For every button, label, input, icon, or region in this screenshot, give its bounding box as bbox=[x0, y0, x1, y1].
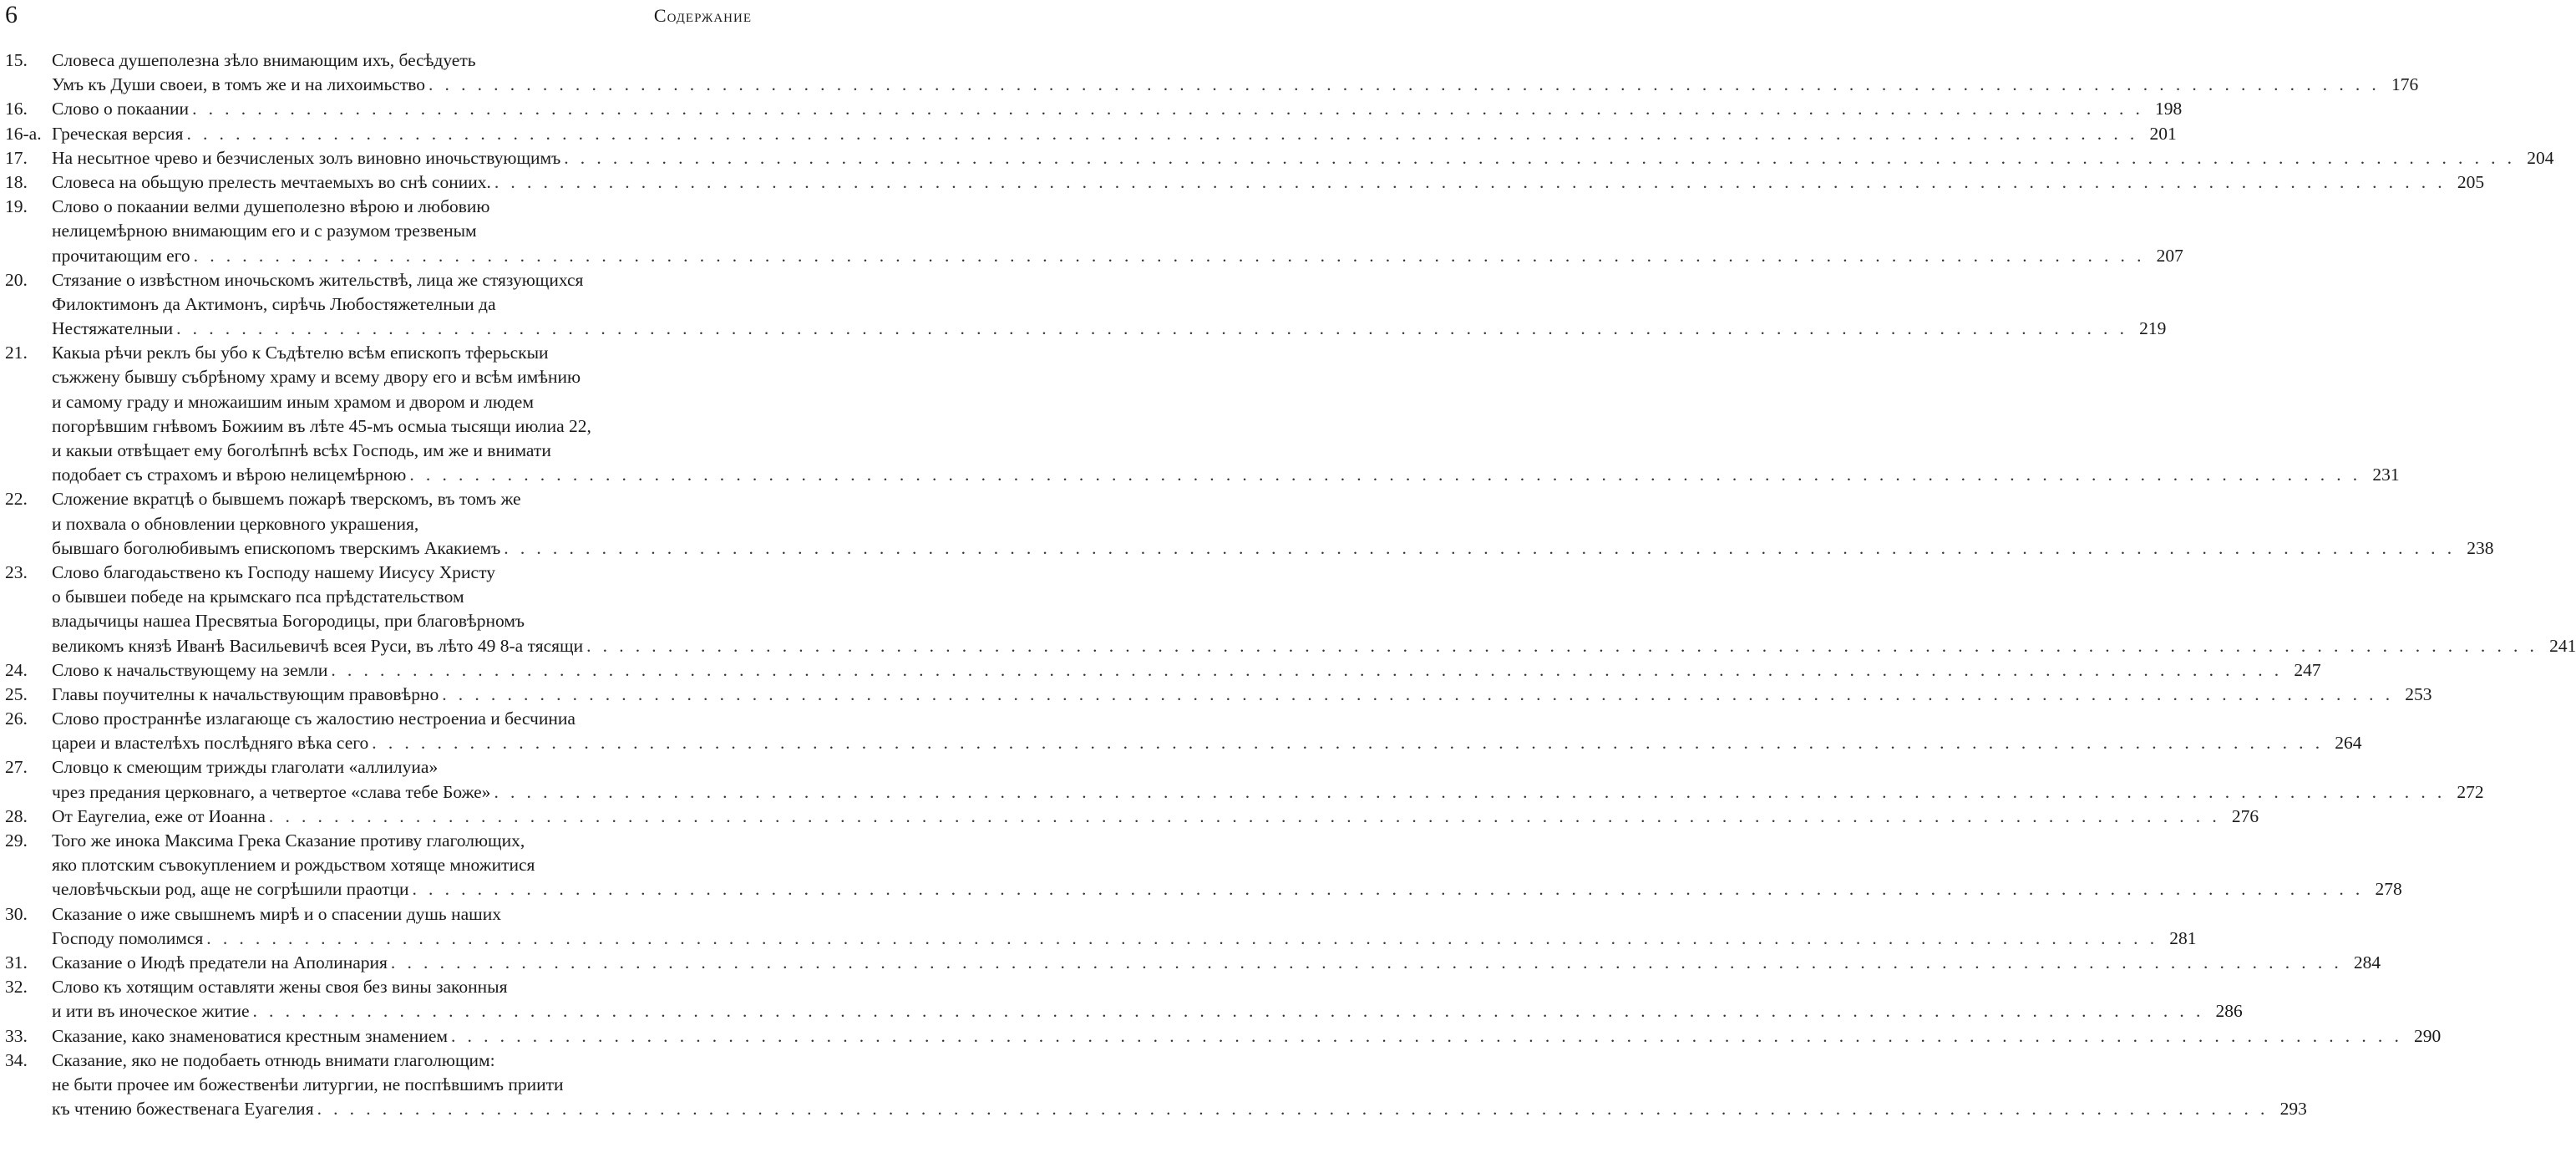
toc-line bbox=[0, 48, 755, 73]
entry-title-line: яко плотским съвокуплением и рождьством хотяще множитися bbox=[52, 855, 535, 876]
dot-leader: . . . . . . . . . . . . . . . . . . . . . . . . . . . . . . . . . . . . . . . . . . . . . . . . . . . . . . . . . . . . . . . . . . . . . . . . . . . . . . . . . . . . . . . . . . . . . . . . . . . . . . . . . . . . . . . . . . . . . . . . bbox=[428, 74, 2381, 95]
entry-number: 16-а. bbox=[5, 123, 42, 144]
toc-entry bbox=[0, 1049, 2307, 1122]
entry-title-line: На несытное чрево и безчисленых золъ виновно иночьствующимъ bbox=[52, 147, 561, 168]
entry-number: 16. bbox=[5, 99, 28, 119]
toc-line bbox=[0, 341, 755, 365]
dot-leader: . . . . . . . . . . . . . . . . . . . . . . . . . . . . . . . . . . . . . . . . . . . . . . . . . . . . . . . . . . . . . . . . . . . . . . . . . . . . . . . . . . . . . . . . . . . . . . . . . . . . . . . . . . . . . . . . . . . . . . . . bbox=[372, 733, 2324, 754]
entry-page-number: 207 bbox=[2156, 245, 2183, 266]
entry-title-line: и какыи отвѣщает ему боголѣпнѣ всѣх Господь, им же и внимати bbox=[52, 440, 551, 460]
entry-title-line: Сказание о иже свышнемъ мирѣ и о спасении душь наших bbox=[52, 903, 501, 924]
dot-leader: . . . . . . . . . . . . . . . . . . . . . . . . . . . . . . . . . . . . . . . . . . . . . . . . . . . . . . . . . . . . . . . . . . . . . . . . . . . . . . . . . . . . . . . . . . . . . . . . . . . . . . . . . . . . . . . . . . . . . . . . bbox=[268, 805, 2221, 826]
toc-line bbox=[0, 292, 755, 317]
toc-line bbox=[0, 1073, 755, 1097]
entry-number: 34. bbox=[5, 1049, 28, 1070]
entry-number: 23. bbox=[5, 561, 28, 582]
toc-line bbox=[0, 73, 2419, 97]
entry-title-line: Нестяжателныи bbox=[52, 318, 174, 339]
entry-title-line: Слово благодаьствено къ Господу нашему Иисусу Христу bbox=[52, 561, 495, 582]
entry-number: 19. bbox=[5, 196, 28, 217]
entry-title-line: Сказание, яко не подобаеть отнюдь внимати глаголющим: bbox=[52, 1049, 495, 1070]
toc-line bbox=[0, 195, 755, 219]
entry-page-number: 176 bbox=[2391, 74, 2419, 95]
toc-line bbox=[0, 877, 2402, 901]
entry-title-line: Главы поучителны к начальствующим правовѣрно bbox=[52, 683, 439, 704]
toc-entry bbox=[0, 561, 2576, 658]
toc-entry bbox=[0, 707, 2362, 755]
toc-line bbox=[0, 439, 755, 463]
entry-page-number: 201 bbox=[2149, 123, 2177, 144]
dot-leader: . . . . . . . . . . . . . . . . . . . . . . . . . . . . . . . . . . . . . . . . . . . . . . . . . . . . . . . . . . . . . . . . . . . . . . . . . . . . . . . . . . . . . . . . . . . . . . . . . . . . . . . . . . . . . . . . . . . . . . . . bbox=[192, 99, 2144, 119]
dot-leader: . . . . . . . . . . . . . . . . . . . . . . . . . . . . . . . . . . . . . . . . . . . . . . . . . . . . . . . . . . . . . . . . . . . . . . . . . . . . . . . . . . . . . . . . . . . . . . . . . . . . . . . . . . . . . . . . . . . . . . . . bbox=[412, 879, 2364, 900]
toc-line bbox=[0, 365, 755, 389]
toc-line bbox=[0, 536, 2494, 561]
entry-title-line: и ити въ иноческое житие bbox=[52, 1001, 250, 1022]
toc-line bbox=[0, 927, 2197, 951]
toc-line bbox=[0, 658, 2321, 683]
entry-number: 33. bbox=[5, 1025, 28, 1046]
entry-title-line: цареи и властелѣхъ послѣдняго вѣка сего bbox=[52, 733, 369, 754]
toc-line bbox=[0, 268, 755, 292]
toc-entry bbox=[0, 122, 2177, 146]
toc-entry bbox=[0, 195, 2183, 268]
toc-line bbox=[0, 780, 2484, 805]
toc-line bbox=[0, 146, 2554, 170]
toc-line bbox=[0, 1024, 2442, 1049]
toc-entry bbox=[0, 658, 2321, 683]
entry-number: 21. bbox=[5, 343, 28, 363]
toc-entry bbox=[0, 48, 2419, 97]
entry-number: 32. bbox=[5, 977, 28, 998]
toc-line bbox=[0, 829, 755, 853]
entry-page-number: 276 bbox=[2231, 805, 2259, 826]
entry-title-line: Слово къ хотящим оставляти жены своя без вины законныя bbox=[52, 977, 508, 998]
entry-title-line: чрез предания церковнаго, а четвертое «слава тебе Боже» bbox=[52, 781, 491, 802]
entry-title-line: Слово о покаании велми душеполезно вѣрою и любовию bbox=[52, 196, 490, 217]
entry-title-line: владычицы нашеа Пресвятыа Богородицы, при благовѣрномъ bbox=[52, 611, 525, 632]
entry-page-number: 219 bbox=[2139, 318, 2167, 339]
page-number: 6 bbox=[5, 1, 18, 28]
entry-page-number: 241 bbox=[2549, 635, 2576, 656]
toc-line bbox=[0, 902, 755, 927]
entry-title-line: Словеса душеполезна зѣло внимающим ихъ, бесѣдуеть bbox=[52, 50, 476, 70]
toc-line bbox=[0, 999, 2243, 1023]
entry-page-number: 290 bbox=[2413, 1025, 2442, 1046]
toc-line bbox=[0, 512, 755, 536]
entry-page-number: 286 bbox=[2215, 1001, 2243, 1022]
entry-title-line: и похвала о обновлении церковного украшения, bbox=[52, 513, 419, 534]
toc-entry bbox=[0, 268, 2167, 342]
dot-leader: . . . . . . . . . . . . . . . . . . . . . . . . . . . . . . . . . . . . . . . . . . . . . . . . . . . . . . . . . . . . . . . . . . . . . . . . . . . . . . . . . . . . . . . . . . . . . . . . . . . . . . . . . . . . . . . . . . . . . . . . bbox=[193, 245, 2145, 266]
dot-leader: . . . . . . . . . . . . . . . . . . . . . . . . . . . . . . . . . . . . . . . . . . . . . . . . . . . . . . . . . . . . . . . . . . . . . . . . . . . . . . . . . . . . . . . . . . . . . . . . . . . . . . . . . . . . . . . . . . . . . . . . bbox=[331, 659, 2283, 680]
dot-leader: . . . . . . . . . . . . . . . . . . . . . . . . . . . . . . . . . . . . . . . . . . . . . . . . . . . . . . . . . . . . . . . . . . . . . . . . . . . . . . . . . . . . . . . . . . . . . . . . . . . . . . . . . . . . . . . . . . . . . . . . bbox=[564, 147, 2516, 168]
entry-title-line: Греческая версия bbox=[52, 123, 184, 144]
toc-line bbox=[0, 219, 755, 243]
entry-number: 18. bbox=[5, 171, 28, 192]
toc-line bbox=[0, 975, 755, 999]
entry-title-line: Умъ къ Души своеи, в томъ же и на лихоимьство bbox=[52, 74, 425, 95]
entry-page-number: 272 bbox=[2457, 781, 2484, 802]
entry-title-line: Господу помолимся bbox=[52, 927, 204, 948]
entry-number: 24. bbox=[5, 659, 28, 680]
entry-page-number: 284 bbox=[2353, 952, 2381, 973]
dot-leader: . . . . . . . . . . . . . . . . . . . . . . . . . . . . . . . . . . . . . . . . . . . . . . . . . . . . . . . . . . . . . . . . . . . . . . . . . . . . . . . . . . . . . . . . . . . . . . . . . . . . . . . . . . . . . . . . . . . . . . . . bbox=[252, 1001, 2204, 1022]
entry-number: 26. bbox=[5, 708, 28, 729]
entry-number: 29. bbox=[5, 830, 28, 851]
entry-number: 17. bbox=[5, 147, 28, 168]
table-of-contents bbox=[0, 48, 2576, 1121]
toc-line bbox=[0, 634, 2576, 658]
toc-entry bbox=[0, 902, 2197, 951]
toc-line bbox=[0, 805, 2259, 829]
entry-title-line: Слово к начальствующему на земли bbox=[52, 659, 328, 680]
entry-title-line: Филоктимонъ да Актимонъ, сирѣчь Любостяжетелныи да bbox=[52, 293, 496, 314]
entry-page-number: 205 bbox=[2457, 171, 2485, 192]
dot-leader: . . . . . . . . . . . . . . . . . . . . . . . . . . . . . . . . . . . . . . . . . . . . . . . . . . . . . . . . . . . . . . . . . . . . . . . . . . . . . . . . . . . . . . . . . . . . . . . . . . . . . . . . . . . . . . . . . . . . . . . . bbox=[186, 123, 2138, 144]
toc-entry bbox=[0, 975, 2243, 1023]
entry-title-line: погорѣвшим гнѣвомъ Божиим въ лѣте 45-мъ осмыа тысящи июлиа 22, bbox=[52, 415, 591, 436]
dot-leader: . . . . . . . . . . . . . . . . . . . . . . . . . . . . . . . . . . . . . . . . . . . . . . . . . . . . . . . . . . . . . . . . . . . . . . . . . . . . . . . . . . . . . . . . . . . . . . . . . . . . . . . . . . . . . . . . . . . . . . . . bbox=[317, 1099, 2269, 1120]
dot-leader: . . . . . . . . . . . . . . . . . . . . . . . . . . . . . . . . . . . . . . . . . . . . . . . . . . . . . . . . . . . . . . . . . . . . . . . . . . . . . . . . . . . . . . . . . . . . . . . . . . . . . . . . . . . . . . . . . . . . . . . . bbox=[176, 318, 2128, 339]
toc-line bbox=[0, 609, 755, 633]
dot-leader: . . . . . . . . . . . . . . . . . . . . . . . . . . . . . . . . . . . . . . . . . . . . . . . . . . . . . . . . . . . . . . . . . . . . . . . . . . . . . . . . . . . . . . . . . . . . . . . . . . . . . . . . . . . . . . . . . . . . . . . . bbox=[494, 781, 2446, 802]
entry-page-number: 198 bbox=[2155, 99, 2183, 119]
entry-page-number: 253 bbox=[2405, 683, 2432, 704]
entry-page-number: 204 bbox=[2527, 147, 2554, 168]
dot-leader: . . . . . . . . . . . . . . . . . . . . . . . . . . . . . . . . . . . . . . . . . . . . . . . . . . . . . . . . . . . . . . . . . . . . . . . . . . . . . . . . . . . . . . . . . . . . . . . . . . . . . . . . . . . . . . . . . . . . . . . . bbox=[586, 635, 2538, 656]
entry-number: 27. bbox=[5, 757, 28, 778]
toc-line bbox=[0, 122, 2177, 146]
toc-line bbox=[0, 707, 755, 731]
entry-page-number: 281 bbox=[2169, 927, 2197, 948]
toc-line bbox=[0, 487, 755, 511]
entry-title-line: Какыа рѣчи реклъ бы убо к Съдѣтелю всѣм епископъ тферьскыи bbox=[52, 343, 549, 363]
dot-leader: . . . . . . . . . . . . . . . . . . . . . . . . . . . . . . . . . . . . . . . . . . . . . . . . . . . . . . . . . . . . . . . . . . . . . . . . . . . . . . . . . . . . . . . . . . . . . . . . . . . . . . . . . . . . . . . . . . . . . . . . bbox=[206, 927, 2158, 948]
dot-leader: . . . . . . . . . . . . . . . . . . . . . . . . . . . . . . . . . . . . . . . . . . . . . . . . . . . . . . . . . . . . . . . . . . . . . . . . . . . . . . . . . . . . . . . . . . . . . . . . . . . . . . . . . . . . . . . . . . . . . . . . bbox=[504, 537, 2456, 558]
entry-number: 28. bbox=[5, 805, 28, 826]
dot-leader: . . . . . . . . . . . . . . . . . . . . . . . . . . . . . . . . . . . . . . . . . . . . . . . . . . . . . . . . . . . . . . . . . . . . . . . . . . . . . . . . . . . . . . . . . . . . . . . . . . . . . . . . . . . . . . . . . . . . . . . . bbox=[494, 171, 2447, 192]
entry-title-line: нелицемѣрною внимающим его и с разумом трезвеным bbox=[52, 221, 477, 241]
toc-line bbox=[0, 317, 2167, 341]
running-title: Содержание bbox=[653, 5, 752, 26]
toc-line bbox=[0, 561, 755, 585]
toc-line bbox=[0, 244, 2183, 268]
toc-line bbox=[0, 170, 2485, 195]
dot-leader: . . . . . . . . . . . . . . . . . . . . . . . . . . . . . . . . . . . . . . . . . . . . . . . . . . . . . . . . . . . . . . . . . . . . . . . . . . . . . . . . . . . . . . . . . . . . . . . . . . . . . . . . . . . . . . . . . . . . . . . . bbox=[451, 1025, 2403, 1046]
entry-title-line: съжжену бывшу събрѣному храму и всему двору его и всѣм имѣнию bbox=[52, 367, 581, 388]
toc-entry bbox=[0, 146, 2554, 170]
toc-line bbox=[0, 853, 755, 877]
toc-line bbox=[0, 414, 755, 439]
entry-title-line: къ чтению божественага Еуагелия bbox=[52, 1099, 314, 1120]
entry-title-line: Стязание о извѣстном иночьскомъ жительствѣ, лица же стязующихся bbox=[52, 269, 584, 290]
entry-number: 25. bbox=[5, 683, 28, 704]
toc-entry bbox=[0, 1024, 2442, 1049]
toc-line bbox=[0, 731, 2362, 755]
toc-entry bbox=[0, 487, 2494, 561]
toc-entry bbox=[0, 805, 2259, 829]
toc-line bbox=[0, 1049, 755, 1073]
entry-page-number: 238 bbox=[2467, 537, 2494, 558]
toc-line bbox=[0, 463, 2400, 487]
entry-title-line: подобает съ страхомъ и вѣрою нелицемѣрною bbox=[52, 465, 407, 485]
entry-page-number: 293 bbox=[2279, 1099, 2307, 1120]
entry-title-line: великомъ князѣ Иванѣ Васильевичѣ всея Руси, въ лѣто 49 8-а тясящи bbox=[52, 635, 584, 656]
toc-entry bbox=[0, 97, 2183, 121]
entry-title-line: о бывшеи победе на крымскаго пса прѣдстательством bbox=[52, 587, 464, 607]
entry-page-number: 278 bbox=[2375, 879, 2402, 900]
toc-line bbox=[0, 1097, 2307, 1121]
entry-title-line: Сказание о Июдѣ предатели на Аполинария bbox=[52, 952, 388, 973]
entry-title-line: человѣчьскыи род, аще не согрѣшили праотци bbox=[52, 879, 409, 900]
toc-entry bbox=[0, 683, 2432, 707]
dot-leader: . . . . . . . . . . . . . . . . . . . . . . . . . . . . . . . . . . . . . . . . . . . . . . . . . . . . . . . . . . . . . . . . . . . . . . . . . . . . . . . . . . . . . . . . . . . . . . . . . . . . . . . . . . . . . . . . . . . . . . . . bbox=[409, 465, 2361, 485]
entry-title-line: Словцо к смеющим трижды глаголати «аллилуиа» bbox=[52, 757, 439, 778]
toc-line bbox=[0, 683, 2432, 707]
entry-title-line: Слово пространнѣе излагающе съ жалостию нестроениа и бесчиниа bbox=[52, 708, 576, 729]
entry-page-number: 264 bbox=[2335, 733, 2362, 754]
entry-title-line: бывшаго боголюбивымъ епископомъ тверскимъ Акакиемъ bbox=[52, 537, 501, 558]
dot-leader: . . . . . . . . . . . . . . . . . . . . . . . . . . . . . . . . . . . . . . . . . . . . . . . . . . . . . . . . . . . . . . . . . . . . . . . . . . . . . . . . . . . . . . . . . . . . . . . . . . . . . . . . . . . . . . . . . . . . . . . . bbox=[442, 683, 2394, 704]
entry-number: 22. bbox=[5, 489, 28, 510]
entry-title-line: От Еаугелиа, еже от Иоанна bbox=[52, 805, 266, 826]
toc-entry bbox=[0, 170, 2485, 195]
entry-page-number: 247 bbox=[2294, 659, 2321, 680]
toc-line bbox=[0, 97, 2183, 121]
toc-line bbox=[0, 585, 755, 609]
entry-title-line: прочитающим его bbox=[52, 245, 190, 266]
entry-page-number: 231 bbox=[2372, 465, 2400, 485]
entry-title-line: Слово о покаании bbox=[52, 99, 190, 119]
entry-title-line: Сказание, како знаменоватися крестным знамением bbox=[52, 1025, 448, 1046]
entry-title-line: и самому граду и множаишим иным храмом и двором и людем bbox=[52, 391, 534, 412]
entry-title-line: Того же инока Максима Грека Сказание противу глаголющих, bbox=[52, 830, 525, 851]
toc-entry bbox=[0, 829, 2402, 902]
entry-title-line: Словеса на обьщую прелесть мечтаемыхъ во снѣ сониих. bbox=[52, 171, 491, 192]
toc-entry bbox=[0, 755, 2484, 804]
toc-line bbox=[0, 755, 755, 780]
entry-title-line: Сложение вкратцѣ о бывшемъ пожарѣ тверскомъ, въ томъ же bbox=[52, 489, 521, 510]
entry-number: 31. bbox=[5, 952, 28, 973]
entry-number: 20. bbox=[5, 269, 28, 290]
toc-entry bbox=[0, 341, 2400, 487]
toc-entry bbox=[0, 951, 2381, 975]
toc-line bbox=[0, 951, 2381, 975]
dot-leader: . . . . . . . . . . . . . . . . . . . . . . . . . . . . . . . . . . . . . . . . . . . . . . . . . . . . . . . . . . . . . . . . . . . . . . . . . . . . . . . . . . . . . . . . . . . . . . . . . . . . . . . . . . . . . . . . . . . . . . . . bbox=[390, 952, 2343, 973]
toc-line bbox=[0, 390, 755, 414]
entry-number: 30. bbox=[5, 903, 28, 924]
entry-title-line: не быти прочее им божественѣи литургии, не поспѣвшимъ приити bbox=[52, 1074, 564, 1094]
entry-number: 15. bbox=[5, 50, 28, 70]
